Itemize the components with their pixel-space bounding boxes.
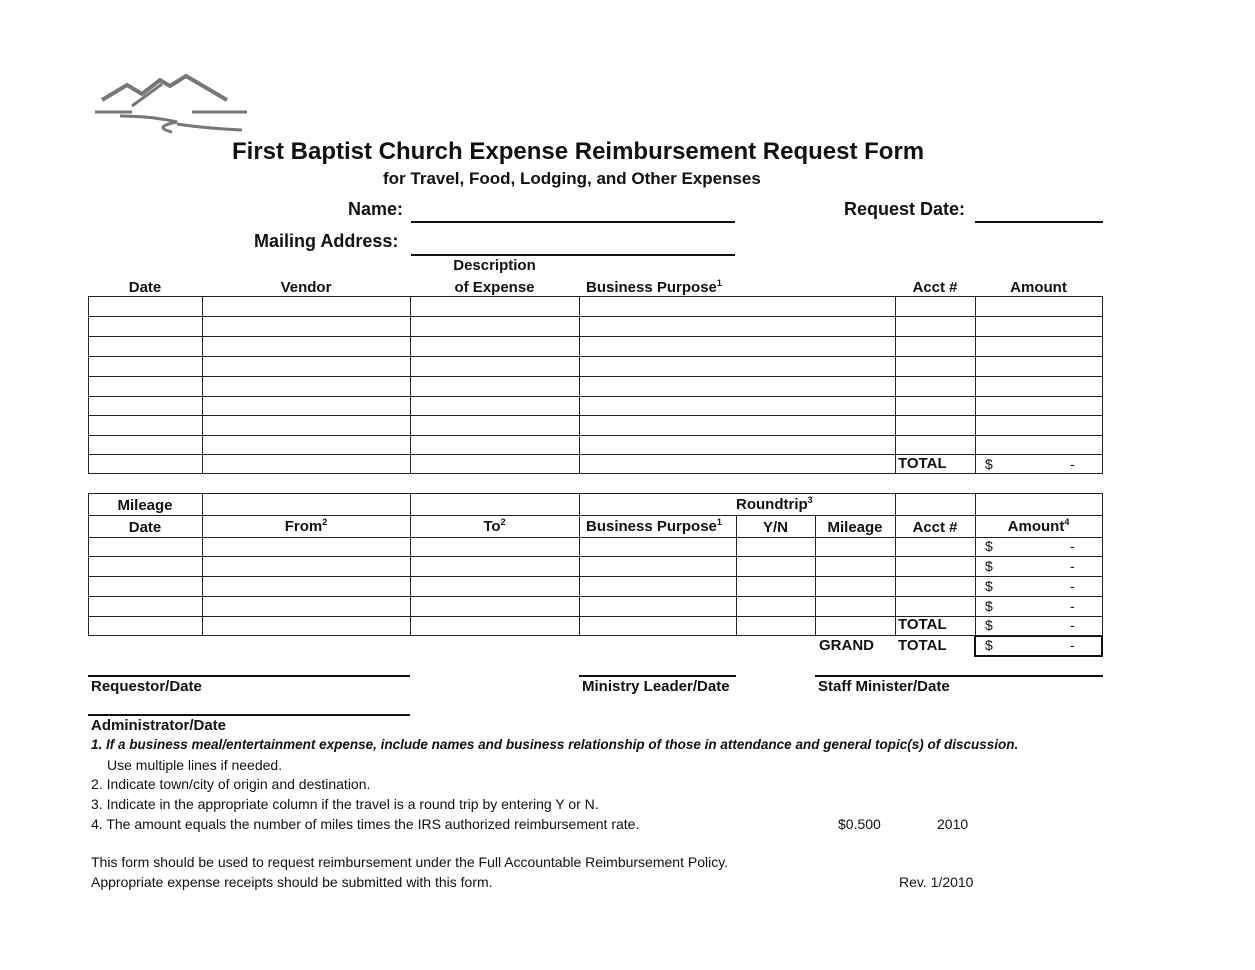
- expense-cell[interactable]: [202, 435, 411, 455]
- staff-minister-signature-line[interactable]: [815, 675, 1103, 677]
- expense-cell[interactable]: [202, 454, 411, 474]
- mileage-total-label: TOTAL: [898, 616, 947, 633]
- expense-cell[interactable]: [410, 316, 580, 337]
- mailing-address-field[interactable]: [411, 254, 735, 256]
- mileage-cell[interactable]: [975, 616, 1103, 636]
- expense-cell[interactable]: [410, 415, 580, 436]
- col-acct: Acct #: [912, 279, 958, 296]
- col-miles: Mileage: [827, 519, 883, 536]
- expense-cell[interactable]: [579, 376, 896, 397]
- col-date: Date: [128, 279, 162, 296]
- expense-cell[interactable]: [88, 454, 203, 474]
- expense-cell[interactable]: [579, 336, 896, 357]
- expense-cell[interactable]: [202, 296, 411, 317]
- mailing-address-label: Mailing Address:: [254, 231, 399, 251]
- col-description: Description: [453, 257, 536, 274]
- expense-total-label: TOTAL: [898, 455, 947, 472]
- mileage-total-value: -: [1070, 617, 1075, 633]
- expense-cell[interactable]: [88, 435, 203, 455]
- expense-cell[interactable]: [410, 435, 580, 455]
- mountain-river-logo: [92, 72, 257, 142]
- mileage-header-cell[interactable]: [202, 493, 411, 516]
- expense-cell[interactable]: [895, 356, 976, 377]
- expense-cell[interactable]: [579, 316, 896, 337]
- expense-cell[interactable]: [410, 454, 580, 474]
- expense-cell[interactable]: [895, 435, 976, 455]
- expense-cell[interactable]: [975, 336, 1103, 357]
- mileage-cell[interactable]: [202, 537, 411, 557]
- mileage-cell[interactable]: [815, 556, 896, 577]
- col-description-2: of Expense: [454, 279, 535, 296]
- col-mileage-purpose: [586, 517, 722, 535]
- col-yn: Y/N: [762, 519, 788, 536]
- mileage-header-cell[interactable]: [895, 493, 976, 516]
- expense-cell[interactable]: [202, 356, 411, 377]
- requestor-label: Requestor/Date: [91, 678, 202, 695]
- footnote-1: 1. If a business meal/entertainment expense, include names and business relationship of those in attendance and general topic(s) of discussion.: [91, 737, 1019, 752]
- col-mileage-acct: Acct #: [912, 519, 958, 536]
- mileage-cell[interactable]: [736, 596, 816, 617]
- mileage-cell[interactable]: [736, 556, 816, 577]
- expense-cell[interactable]: [88, 396, 203, 416]
- ministry-leader-signature-line[interactable]: [579, 675, 736, 677]
- mileage-cell[interactable]: [815, 537, 896, 557]
- mileage-cell[interactable]: [815, 616, 896, 636]
- expense-cell[interactable]: [895, 396, 976, 416]
- expense-cell[interactable]: [579, 356, 896, 377]
- mileage-cell[interactable]: [410, 596, 580, 617]
- mileage-cell[interactable]: [895, 556, 976, 577]
- expense-total-value: -: [1070, 456, 1075, 472]
- expense-cell[interactable]: [579, 454, 896, 474]
- from-text: From: [284, 518, 323, 535]
- form-title: First Baptist Church Expense Reimbursement Request Form: [232, 138, 925, 165]
- request-date-field[interactable]: [975, 221, 1103, 223]
- mileage-row-value: -: [1070, 538, 1075, 554]
- expense-cell[interactable]: [410, 376, 580, 397]
- expense-cell[interactable]: [202, 415, 411, 436]
- expense-cell[interactable]: [579, 415, 896, 436]
- policy-text-1: This form should be used to request reimbursement under the Full Accountable Reimbursement Policy.: [91, 854, 729, 870]
- expense-cell[interactable]: [88, 415, 203, 436]
- mileage-cell[interactable]: [579, 596, 737, 617]
- mileage-header-cell[interactable]: [975, 493, 1103, 516]
- mileage-total-currency: $: [985, 617, 993, 633]
- staff-minister-label: Staff Minister/Date: [818, 678, 950, 695]
- mileage-cell[interactable]: [895, 596, 976, 617]
- footnote-1b: Use multiple lines if needed.: [107, 757, 283, 773]
- mileage-row-currency: $: [985, 558, 993, 574]
- grand-total-currency: $: [985, 637, 993, 653]
- grand-total-label: TOTAL: [898, 637, 947, 654]
- expense-cell[interactable]: [975, 415, 1103, 436]
- expense-cell[interactable]: [579, 296, 896, 317]
- expense-cell[interactable]: [895, 415, 976, 436]
- mileage-row-currency: $: [985, 538, 993, 554]
- expense-cell[interactable]: [88, 316, 203, 337]
- expense-cell[interactable]: [88, 376, 203, 397]
- footnote-ref: 1: [716, 278, 722, 288]
- purpose-text: Business Purpose: [586, 518, 717, 535]
- footnote-ref: 3: [807, 495, 813, 505]
- mileage-cell[interactable]: [975, 537, 1103, 557]
- expense-cell[interactable]: [975, 435, 1103, 455]
- mileage-cell[interactable]: [202, 576, 411, 597]
- mileage-cell[interactable]: [975, 596, 1103, 617]
- col-amount: Amount: [1010, 279, 1067, 296]
- policy-text-2: Appropriate expense receipts should be submitted with this form.: [91, 874, 493, 890]
- form-subtitle: for Travel, Food, Lodging, and Other Expenses: [383, 169, 761, 188]
- expense-cell[interactable]: [88, 296, 203, 317]
- mileage-cell[interactable]: [579, 537, 737, 557]
- mileage-cell[interactable]: [579, 616, 737, 636]
- mileage-cell[interactable]: [410, 616, 580, 636]
- roundtrip-text: Roundtrip: [736, 496, 808, 513]
- mileage-row-value: -: [1070, 578, 1075, 594]
- expense-cell[interactable]: [895, 316, 976, 337]
- expense-cell[interactable]: [975, 396, 1103, 416]
- business-purpose-text: Business Purpose: [586, 279, 717, 296]
- mileage-cell[interactable]: [895, 576, 976, 597]
- mileage-cell[interactable]: [202, 556, 411, 577]
- expense-total-currency: $: [985, 456, 993, 472]
- name-label: Name:: [348, 199, 404, 219]
- expense-cell[interactable]: [410, 336, 580, 357]
- expense-cell[interactable]: [410, 296, 580, 317]
- expense-cell[interactable]: [410, 356, 580, 377]
- footnote-ref: 1: [716, 517, 722, 527]
- mileage-cell[interactable]: [736, 537, 816, 557]
- mileage-cell[interactable]: [815, 596, 896, 617]
- col-from: [202, 517, 410, 535]
- expense-cell[interactable]: [579, 396, 896, 416]
- mileage-row-value: -: [1070, 558, 1075, 574]
- expense-cell[interactable]: [202, 396, 411, 416]
- requestor-signature-line[interactable]: [88, 675, 410, 677]
- expense-cell[interactable]: [975, 296, 1103, 317]
- mileage-cell[interactable]: [88, 576, 203, 597]
- col-mileage: Mileage: [117, 497, 173, 514]
- col-roundtrip: [736, 495, 813, 513]
- mileage-row-value: -: [1070, 598, 1075, 614]
- mileage-cell[interactable]: [88, 616, 203, 636]
- mileage-row-currency: $: [985, 598, 993, 614]
- amount-text: Amount: [1007, 518, 1065, 535]
- mileage-rate: $0.500: [838, 816, 881, 832]
- mileage-cell[interactable]: [895, 537, 976, 557]
- to-text: To: [483, 518, 501, 535]
- expense-cell[interactable]: [202, 336, 411, 357]
- mileage-cell[interactable]: [975, 556, 1103, 577]
- col-to: [410, 517, 579, 535]
- footnote-ref: 4: [1064, 517, 1070, 527]
- footnote-ref: 2: [322, 517, 328, 527]
- grand-total-value: -: [1070, 637, 1075, 653]
- administrator-signature-line[interactable]: [88, 714, 410, 716]
- grand-total-box[interactable]: [974, 635, 1103, 657]
- expense-cell[interactable]: [975, 316, 1103, 337]
- expense-cell[interactable]: [88, 356, 203, 377]
- col-mileage-amount: [975, 517, 1102, 535]
- mileage-cell[interactable]: [579, 576, 737, 597]
- mileage-cell[interactable]: [410, 576, 580, 597]
- footnote-3: 3. Indicate in the appropriate column if the travel is a round trip by entering Y or N.: [91, 796, 599, 812]
- footnote-ref: 2: [500, 517, 506, 527]
- mileage-cell[interactable]: [88, 537, 203, 557]
- mileage-cell[interactable]: [815, 576, 896, 597]
- mileage-rate-year: 2010: [937, 816, 969, 832]
- revision-label: Rev. 1/2010: [899, 874, 974, 890]
- expense-cell[interactable]: [88, 336, 203, 357]
- footnote-2: 2. Indicate town/city of origin and destination.: [91, 776, 371, 792]
- mileage-cell[interactable]: [410, 556, 580, 577]
- expense-cell[interactable]: [202, 376, 411, 397]
- ministry-leader-label: Ministry Leader/Date: [582, 678, 730, 695]
- mileage-row-currency: $: [985, 578, 993, 594]
- expense-cell[interactable]: [579, 435, 896, 455]
- col-vendor: Vendor: [280, 279, 332, 296]
- mileage-header-cell[interactable]: [410, 493, 580, 516]
- col-business-purpose: [586, 278, 722, 296]
- request-date-label: Request Date:: [844, 199, 966, 219]
- mileage-cell[interactable]: [579, 556, 737, 577]
- mileage-cell[interactable]: [736, 576, 816, 597]
- footnote-4: 4. The amount equals the number of miles times the IRS authorized reimbursement rate.: [91, 816, 640, 832]
- mileage-cell[interactable]: [410, 537, 580, 557]
- expense-cell[interactable]: [895, 336, 976, 357]
- expense-cell[interactable]: [975, 376, 1103, 397]
- mileage-cell[interactable]: [88, 596, 203, 617]
- name-field[interactable]: [411, 221, 735, 223]
- expense-cell[interactable]: [895, 376, 976, 397]
- expense-cell[interactable]: [202, 316, 411, 337]
- mileage-cell[interactable]: [88, 556, 203, 577]
- col-mileage-date: Date: [128, 519, 162, 536]
- mileage-cell[interactable]: [202, 596, 411, 617]
- mileage-cell[interactable]: [202, 616, 411, 636]
- expense-cell[interactable]: [410, 396, 580, 416]
- mileage-cell[interactable]: [736, 616, 816, 636]
- mileage-cell[interactable]: [975, 576, 1103, 597]
- administrator-label: Administrator/Date: [91, 717, 227, 734]
- expense-cell[interactable]: [975, 356, 1103, 377]
- expense-cell[interactable]: [975, 454, 1103, 474]
- grand-label: GRAND: [819, 637, 874, 654]
- expense-cell[interactable]: [895, 296, 976, 317]
